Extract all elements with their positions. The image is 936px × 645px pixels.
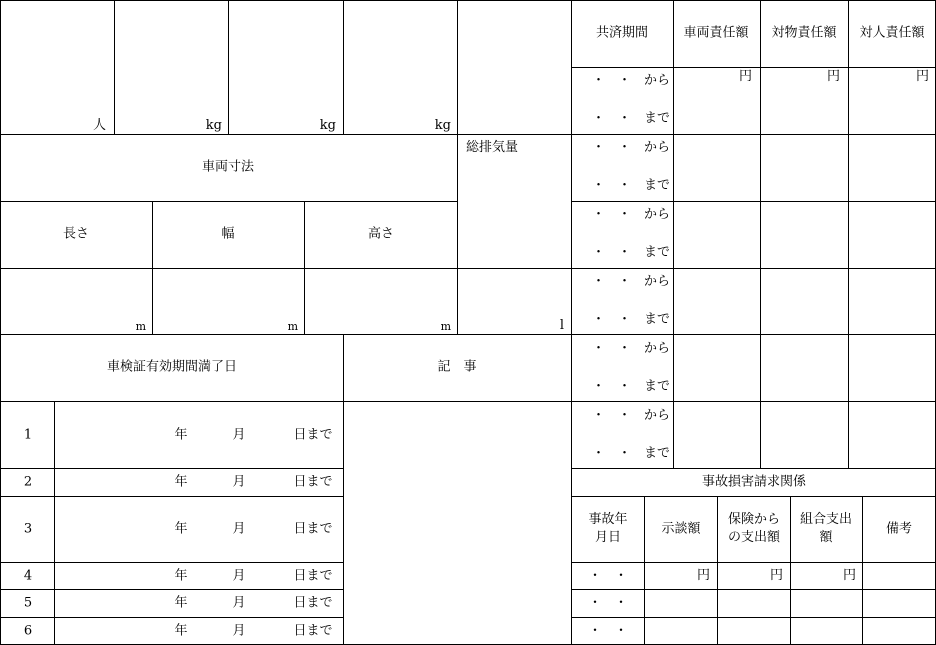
divider bbox=[343, 334, 344, 645]
header-personal-liability: 対人責任額 bbox=[859, 25, 925, 41]
border-left bbox=[0, 0, 1, 645]
divider bbox=[760, 0, 761, 468]
length-unit: m bbox=[135, 320, 146, 333]
day-label: 日まで bbox=[293, 595, 333, 611]
divider bbox=[228, 0, 229, 134]
displacement-label: 総排気量 bbox=[466, 140, 519, 155]
yen-unit: 円 bbox=[915, 69, 929, 84]
divider bbox=[0, 401, 571, 402]
yen-unit: 円 bbox=[696, 568, 710, 583]
period-from: ・ ・ から bbox=[592, 207, 671, 222]
month-label: 月 bbox=[232, 568, 246, 584]
divider bbox=[571, 334, 936, 335]
year-label: 年 bbox=[174, 521, 188, 537]
day-label: 日まで bbox=[293, 568, 333, 584]
row-number: 1 bbox=[23, 427, 33, 443]
header-property-liability: 対物責任額 bbox=[771, 25, 837, 41]
year-label: 年 bbox=[174, 427, 188, 443]
divider bbox=[114, 0, 115, 134]
header-remarks: 備考 bbox=[885, 521, 913, 537]
divider bbox=[54, 401, 55, 645]
year-label: 年 bbox=[174, 623, 188, 639]
month-label: 月 bbox=[232, 521, 246, 537]
period-from: ・ ・ から bbox=[592, 140, 671, 155]
divider bbox=[571, 496, 936, 497]
divider bbox=[571, 134, 936, 135]
row-number: 5 bbox=[23, 595, 33, 611]
divider bbox=[0, 468, 343, 469]
divider bbox=[717, 496, 718, 645]
claim-date-dots: ・ ・ bbox=[588, 595, 628, 611]
day-label: 日まで bbox=[293, 623, 333, 639]
divider bbox=[571, 67, 936, 68]
divider bbox=[0, 334, 571, 335]
period-from: ・ ・ から bbox=[592, 408, 671, 423]
period-until: ・ ・ まで bbox=[592, 446, 671, 461]
divider bbox=[0, 617, 343, 618]
period-until: ・ ・ まで bbox=[592, 178, 671, 193]
divider bbox=[0, 562, 343, 563]
divider bbox=[673, 0, 674, 468]
period-until: ・ ・ まで bbox=[592, 111, 671, 126]
divider bbox=[0, 268, 571, 269]
divider bbox=[0, 496, 343, 497]
weight-unit: kg bbox=[319, 118, 336, 133]
divider bbox=[571, 268, 936, 269]
header-settlement-amount: 示談額 bbox=[661, 521, 701, 537]
claim-date-dots: ・ ・ bbox=[588, 568, 628, 584]
period-until: ・ ・ まで bbox=[592, 245, 671, 260]
divider bbox=[571, 0, 572, 645]
period-until: ・ ・ まで bbox=[592, 312, 671, 327]
divider bbox=[304, 201, 305, 335]
length-label: 長さ bbox=[62, 226, 90, 242]
month-label: 月 bbox=[232, 474, 246, 490]
header-accident-date: 事故年月日 bbox=[588, 512, 628, 545]
divider bbox=[862, 496, 863, 645]
height-unit: m bbox=[440, 320, 451, 333]
dimensions-title: 車両寸法 bbox=[201, 159, 255, 175]
year-label: 年 bbox=[174, 474, 188, 490]
header-vehicle-liability: 車両責任額 bbox=[683, 25, 749, 41]
header-insurance-payment: 保険からの支出額 bbox=[727, 512, 780, 545]
height-label: 高さ bbox=[367, 226, 395, 242]
claim-date-dots: ・ ・ bbox=[588, 623, 628, 639]
divider bbox=[343, 0, 344, 134]
divider bbox=[848, 0, 849, 468]
yen-unit: 円 bbox=[842, 568, 856, 583]
divider bbox=[790, 496, 791, 645]
row-number: 4 bbox=[23, 568, 33, 584]
divider bbox=[571, 401, 936, 402]
header-mutual-aid-period: 共済期間 bbox=[595, 25, 649, 41]
divider bbox=[0, 134, 571, 135]
month-label: 月 bbox=[232, 595, 246, 611]
displacement-unit: l bbox=[559, 318, 564, 333]
divider bbox=[152, 201, 153, 335]
width-unit: m bbox=[287, 320, 298, 333]
day-label: 日まで bbox=[293, 474, 333, 490]
month-label: 月 bbox=[232, 427, 246, 443]
period-until: ・ ・ まで bbox=[592, 379, 671, 394]
year-label: 年 bbox=[174, 568, 188, 584]
divider bbox=[571, 468, 936, 469]
row-number: 6 bbox=[23, 623, 33, 639]
divider bbox=[571, 589, 936, 590]
divider bbox=[571, 617, 936, 618]
header-union-payment: 組合支出額 bbox=[799, 512, 852, 545]
yen-unit: 円 bbox=[738, 69, 752, 84]
width-label: 幅 bbox=[221, 226, 235, 242]
day-label: 日まで bbox=[293, 427, 333, 443]
period-from: ・ ・ から bbox=[592, 341, 671, 356]
divider bbox=[457, 0, 458, 335]
border-top bbox=[0, 0, 936, 1]
period-from: ・ ・ から bbox=[592, 274, 671, 289]
row-number: 2 bbox=[23, 474, 33, 490]
yen-unit: 円 bbox=[769, 568, 783, 583]
weight-unit: kg bbox=[434, 118, 451, 133]
divider bbox=[571, 562, 936, 563]
year-label: 年 bbox=[174, 595, 188, 611]
row-number: 3 bbox=[23, 521, 33, 537]
period-from: ・ ・ から bbox=[592, 73, 671, 88]
claims-title: 事故損害請求関係 bbox=[701, 474, 807, 490]
weight-unit: kg bbox=[205, 118, 222, 133]
month-label: 月 bbox=[232, 623, 246, 639]
day-label: 日まで bbox=[293, 521, 333, 537]
divider bbox=[0, 201, 457, 202]
notes-title: 記 事 bbox=[437, 359, 477, 375]
divider bbox=[0, 589, 343, 590]
divider bbox=[571, 201, 936, 202]
capacity-unit: 人 bbox=[92, 118, 106, 133]
yen-unit: 円 bbox=[826, 69, 840, 84]
divider bbox=[644, 496, 645, 645]
inspection-title: 車検証有効期間満了日 bbox=[106, 359, 238, 375]
